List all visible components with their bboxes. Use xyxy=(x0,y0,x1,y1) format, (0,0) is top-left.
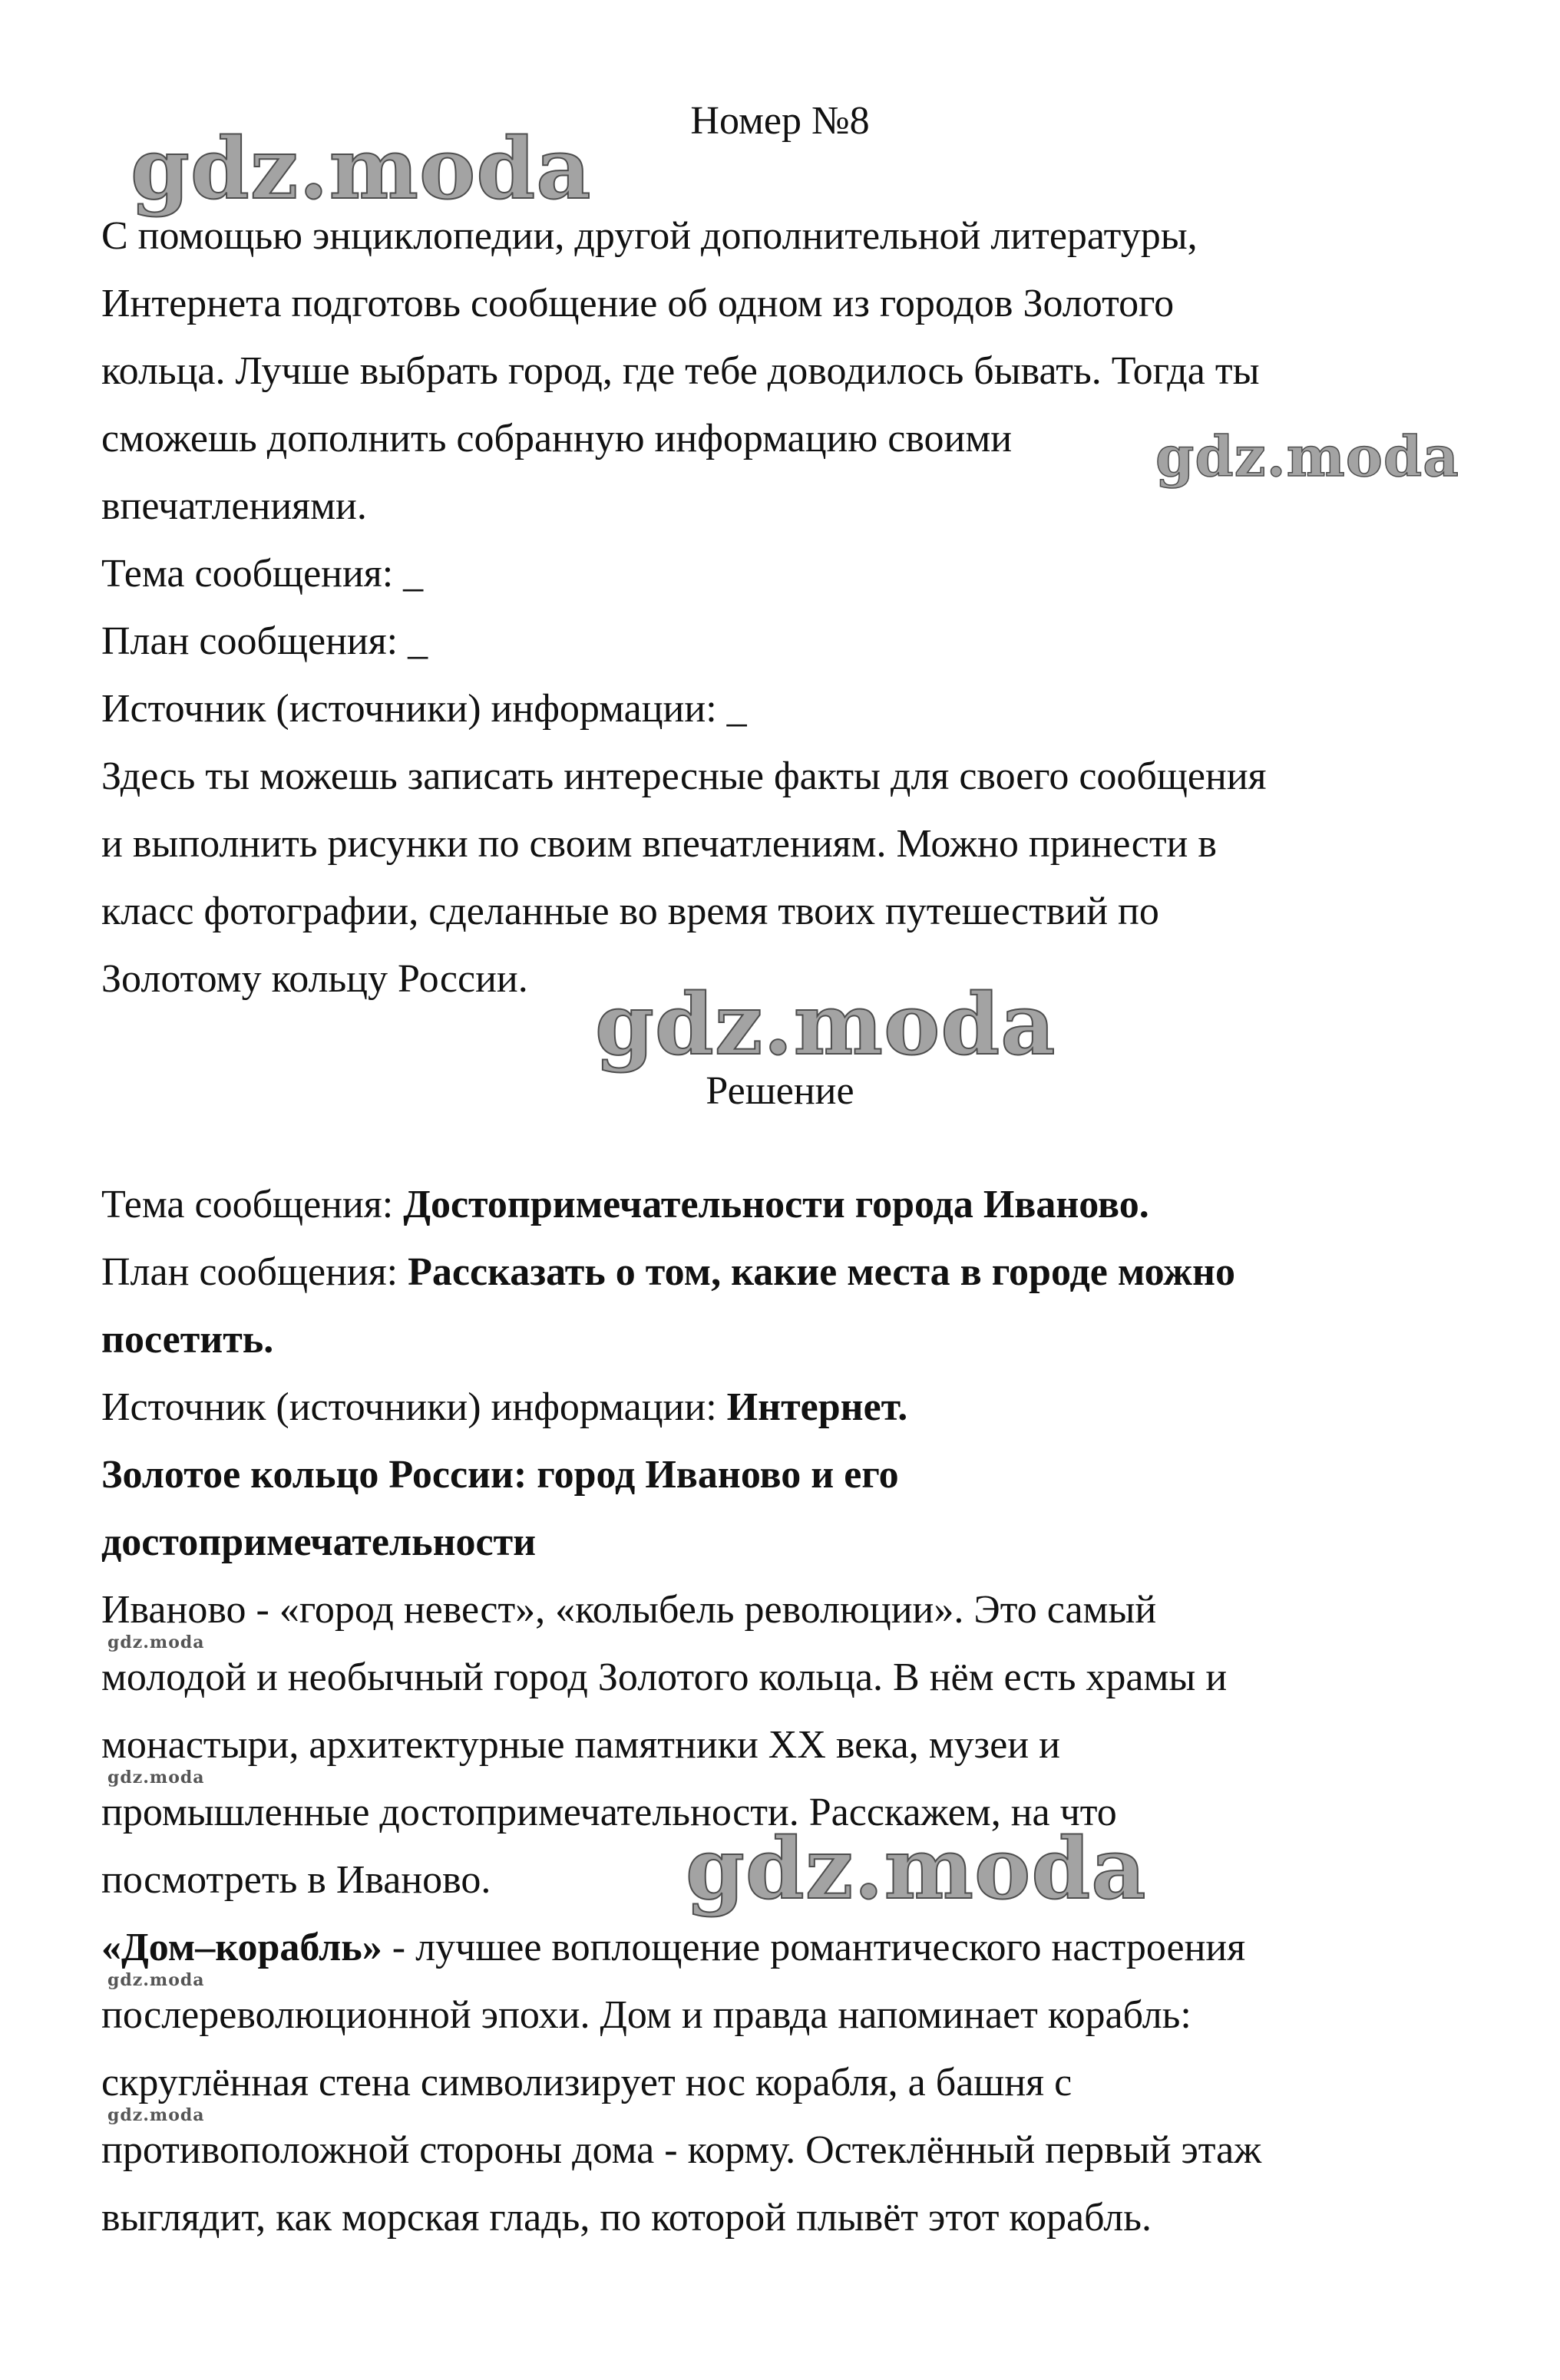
plan-label: План сообщения: xyxy=(101,1250,408,1294)
topic-line xyxy=(101,1182,1149,1228)
paragraph-line: противоположной стороны дома - корму. Остеклённый первый этаж xyxy=(101,2128,1262,2172)
paragraph-line: посмотреть в Иваново. xyxy=(101,1858,491,1902)
topic-value: Достопримечательности города Иваново. xyxy=(403,1183,1149,1226)
watermark: gdz.moda xyxy=(686,1819,1147,1918)
plan-value-continued: посетить. xyxy=(101,1318,274,1362)
dom-korabl-term: «Дом–корабль» xyxy=(101,1926,382,1969)
task-line: сможешь дополнить собранную информацию своими xyxy=(101,417,1013,460)
watermark-small: gdz.moda xyxy=(107,1970,205,1990)
task-line: План сообщения: _ xyxy=(101,619,428,663)
plan-line xyxy=(101,1249,1235,1296)
watermark: gdz.moda xyxy=(131,119,592,218)
paragraph-line xyxy=(101,1925,1245,1971)
task-line: С помощью энциклопедии, другой дополнительной литературы, xyxy=(101,214,1198,258)
paragraph-line: Иваново - «город невест», «колыбель революции». Это самый xyxy=(101,1588,1157,1632)
task-line: Источник (источники) информации: _ xyxy=(101,687,747,731)
watermark-small: gdz.moda xyxy=(107,2105,205,2125)
task-line: и выполнить рисунки по своим впечатлениям. Можно принести в xyxy=(101,822,1217,866)
task-line: Интернета подготовь сообщение об одном из городов Золотого xyxy=(101,282,1175,325)
topic-label: Тема сообщения: xyxy=(101,1183,404,1226)
task-line: Тема сообщения: _ xyxy=(101,552,424,596)
source-value: Интернет. xyxy=(726,1385,908,1429)
source-label: Источник (источники) информации: xyxy=(101,1385,727,1429)
task-line: класс фотографии, сделанные во время твоих путешествий по xyxy=(101,890,1159,933)
paragraph-line: послереволюционной эпохи. Дом и правда напоминает корабль: xyxy=(101,1993,1191,2037)
paragraph-line: скруглённая стена символизирует нос корабля, а башня с xyxy=(101,2061,1072,2104)
section-subtitle: достопримечательности xyxy=(101,1520,537,1564)
task-line: кольца. Лучше выбрать город, где тебе доводилось бывать. Тогда ты xyxy=(101,349,1260,393)
paragraph-line: промышленные достопримечательности. Расскажем, на что xyxy=(101,1791,1117,1834)
section-subtitle: Золотое кольцо России: город Иваново и его xyxy=(101,1453,899,1497)
source-line xyxy=(101,1385,907,1431)
paragraph-line: выглядит, как морская гладь, по которой плывёт этот корабль. xyxy=(101,2196,1152,2240)
solution-heading: Решение xyxy=(706,1069,854,1113)
plan-value: Рассказать о том, какие места в городе можно xyxy=(408,1250,1235,1294)
task-line: Золотому кольцу России. xyxy=(101,957,528,1001)
paragraph-line: монастыри, архитектурные памятники XX века, музеи и xyxy=(101,1723,1060,1767)
paragraph-line: молодой и необычный город Золотого кольца. В нём есть храмы и xyxy=(101,1655,1228,1699)
paragraph-text: - лучшее воплощение романтического настроения xyxy=(382,1926,1246,1969)
watermark-small: gdz.moda xyxy=(107,1632,205,1652)
watermark-small: gdz.moda xyxy=(107,1768,205,1787)
task-line: Здесь ты можешь записать интересные факты для своего сообщения xyxy=(101,754,1267,798)
page-title: Номер №8 xyxy=(690,99,870,143)
watermark: gdz.moda xyxy=(595,975,1056,1074)
watermark: gdz.moda xyxy=(1155,424,1459,489)
task-line: впечатлениями. xyxy=(101,484,367,528)
